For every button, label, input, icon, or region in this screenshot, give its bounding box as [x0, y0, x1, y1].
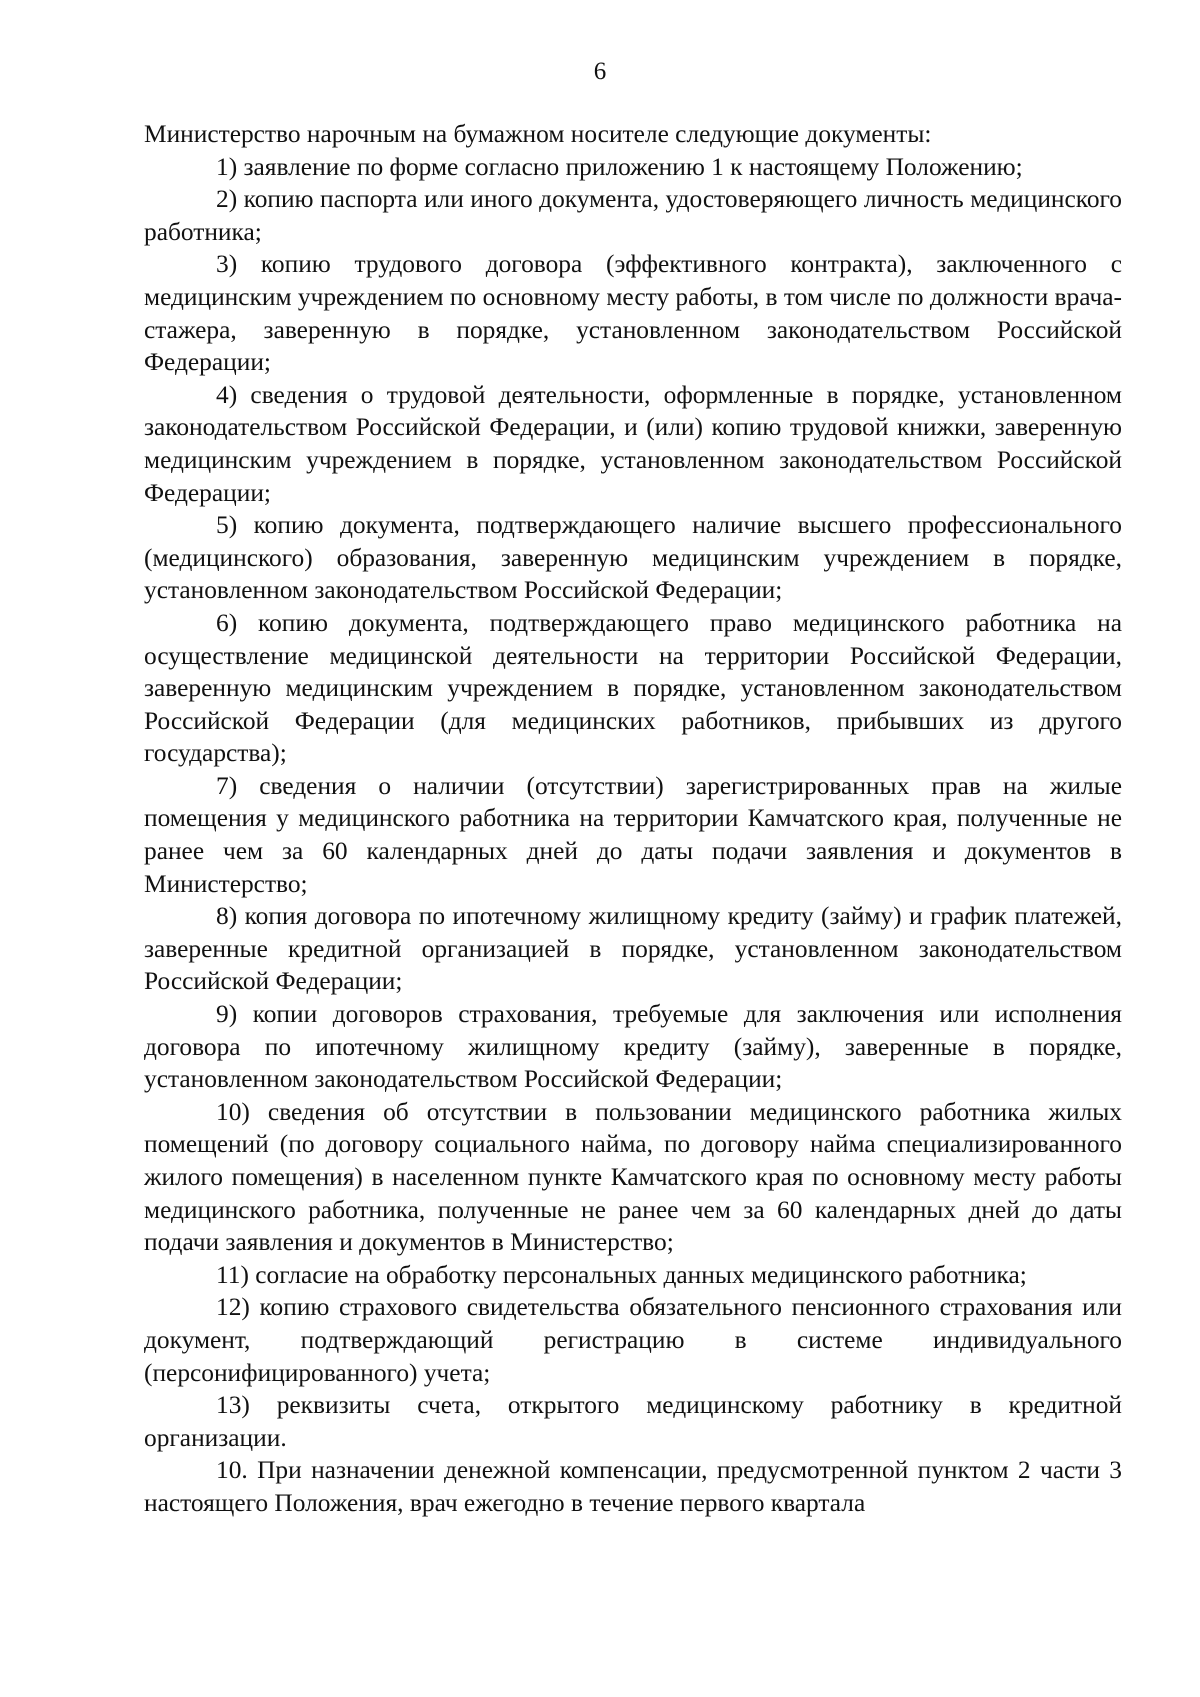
list-item-9: 9) копии договоров страхования, требуемые для заключения или исполнения договора по ипотечному жилищному кредиту (займу), заверенные в порядке, установленном законодательством Российской Федерации; [144, 1000, 1122, 1094]
list-item-10: 10) сведения об отсутствии в пользовании медицинского работника жилых помещений (по договору социального найма, по договору найма специализированного жилого помещения) в населенном пункте Камчатского края по основному месту работы медицинского работника, полученные не ранее чем за 60 календарных дней до даты подачи заявления и документов в Министерство; [144, 1097, 1122, 1257]
list-item-8: 8) копия договора по ипотечному жилищному кредиту (займу) и график платежей, заверенные кредитной организацией в порядке, установленном законодательством Российской Федерации; [144, 902, 1122, 996]
list-item-12: 12) копию страхового свидетельства обязательного пенсионного страхования или документ, подтверждающий регистрацию в системе индивидуального (персонифицированного) учета; [144, 1293, 1122, 1387]
list-item-2: 2) копию паспорта или иного документа, удостоверяющего личность медицинского работника; [144, 185, 1122, 246]
page-number: 6 [593, 58, 607, 85]
list-item-7: 7) сведения о наличии (отсутствии) зарегистрированных прав на жилые помещения у медицинского работника на территории Камчатского края, полученные не ранее чем за 60 календарных дней до даты подачи заявления и документов в Министерство; [144, 771, 1122, 898]
document-body [144, 118, 1122, 1520]
list-item-6: 6) копию документа, подтверждающего право медицинского работника на осуществление медицинской деятельности на территории Российской Федерации, заверенную медицинским учреждением в порядке, установленном законодательством Российской Федерации (для медицинских работников, прибывших из другого государства); [144, 608, 1122, 768]
list-item-11: 11) согласие на обработку персональных данных медицинского работника; [216, 1260, 1027, 1289]
list-item-13: 13) реквизиты счета, открытого медицинскому работнику в кредитной организации. [144, 1391, 1122, 1452]
list-item-4: 4) сведения о трудовой деятельности, оформленные в порядке, установленном законодательством Российской Федерации, и (или) копию трудовой книжки, заверенную медицинским учреждением в порядке, установленном законодательством Российской Федерации; [144, 380, 1122, 507]
section-10-paragraph: 10. При назначении денежной компенсации, предусмотренной пунктом 2 части 3 настоящего Положения, врач ежегодно в течение первого квартала [144, 1456, 1122, 1517]
list-item-5: 5) копию документа, подтверждающего наличие высшего профессионального (медицинского) образования, заверенную медицинским учреждением в порядке, установленном законодательством Российской Федерации; [144, 511, 1122, 605]
paragraph-intro: Министерство нарочным на бумажном носителе следующие документы: [144, 120, 932, 148]
list-item-3: 3) копию трудового договора (эффективного контракта), заключенного с медицинским учреждением по основному месту работы, в том числе по должности врача-стажера, заверенную в порядке, установленном законодательством Российской Федерации; [144, 250, 1122, 377]
list-item-1: 1) заявление по форме согласно приложению 1 к настоящему Положению; [216, 152, 1023, 181]
